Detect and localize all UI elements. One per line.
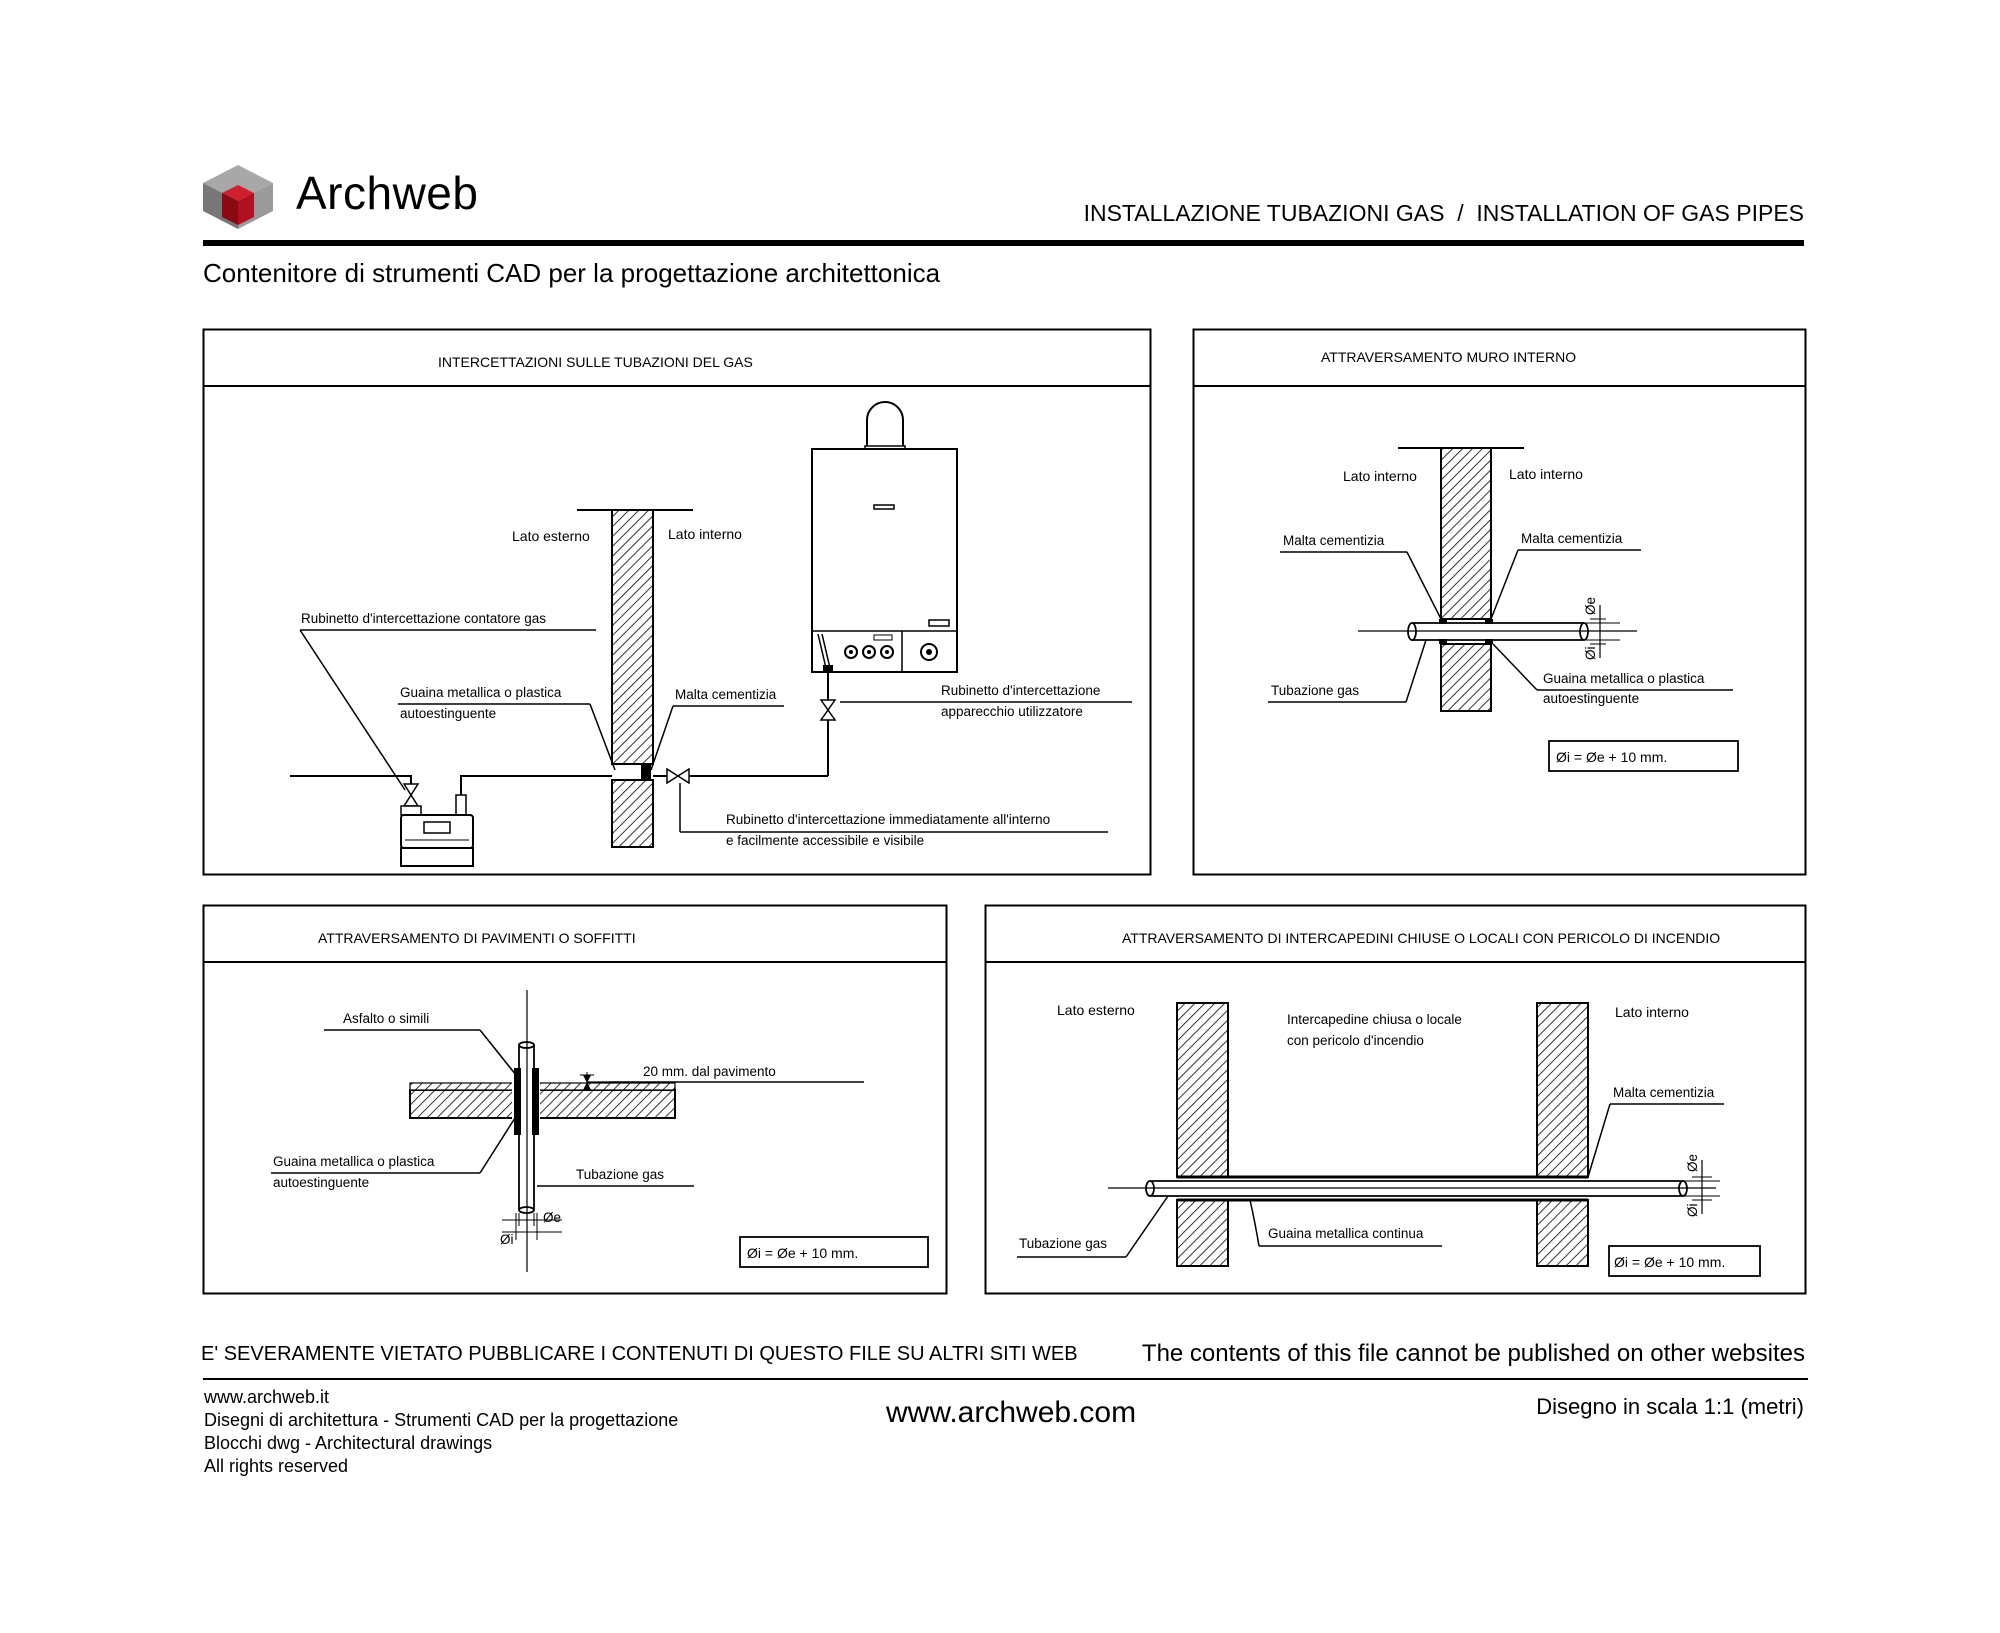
- label-guaina-1: Guaina metallica o plastica: [400, 685, 562, 700]
- dim-diameter-external: Øe: [543, 1210, 562, 1225]
- wall-boiler-icon: [812, 402, 957, 673]
- label-rubinetto-app-1: Rubinetto d'intercettazione: [941, 683, 1101, 698]
- panel-title: INTERCETTAZIONI SULLE TUBAZIONI DEL GAS: [438, 354, 753, 370]
- floor-slab: [410, 1090, 675, 1118]
- panel-intercettazioni: [203, 330, 1151, 875]
- brand-name[interactable]: Archweb: [296, 167, 479, 219]
- drawing-title: INSTALLAZIONE TUBAZIONI GAS / INSTALLATION OF GAS PIPES: [1083, 200, 1804, 226]
- panel-title: ATTRAVERSAMENTO DI PAVIMENTI O SOFFITTI: [318, 930, 636, 946]
- label-intercapedine-1: Intercapedine chiusa o locale: [1287, 1012, 1462, 1027]
- footer-line: All rights reserved: [204, 1456, 349, 1476]
- label-tubazione: Tubazione gas: [1271, 683, 1360, 698]
- footer-line: Blocchi dwg - Architectural drawings: [204, 1433, 493, 1453]
- label-lato-interno: Lato interno: [668, 526, 742, 542]
- label-malta-left: Malta cementizia: [1283, 533, 1385, 548]
- label-rubinetto-int-1: Rubinetto d'intercettazione immediatamente all'interno: [726, 812, 1051, 827]
- label-dal-pavimento: 20 mm. dal pavimento: [643, 1064, 776, 1079]
- label-malta: Malta cementizia: [675, 687, 777, 702]
- dim-diameter-internal: Øi: [1583, 646, 1598, 660]
- footer-credits: [204, 1386, 678, 1478]
- label-guaina-2: autoestinguente: [400, 706, 497, 721]
- label-lato-esterno: Lato esterno: [1057, 1002, 1135, 1018]
- footer-link-archweb-it[interactable]: www.archweb.it: [204, 1387, 330, 1407]
- label-rubinetto-app-2: apparecchio utilizzatore: [941, 704, 1083, 719]
- label-tubazione: Tubazione gas: [576, 1167, 665, 1182]
- panel-muro-interno: [1193, 330, 1806, 875]
- footer-line: Disegni di architettura - Strumenti CAD per la progettazione: [204, 1410, 679, 1430]
- formula-box: Øi = Øe + 10 mm.: [1614, 1254, 1726, 1270]
- warning-italian: E' SEVERAMENTE VIETATO PUBBLICARE I CONTENUTI DI QUESTO FILE SU ALTRI SITI WEB: [201, 1343, 1078, 1365]
- wall-section: [1537, 1003, 1588, 1177]
- panel-intercapedini: [985, 906, 1806, 1294]
- panel-title: ATTRAVERSAMENTO MURO INTERNO: [1321, 349, 1577, 365]
- dim-diameter-internal: Øi: [1685, 1203, 1700, 1217]
- valve-icon: [404, 784, 418, 806]
- label-guaina-1: Guaina metallica o plastica: [1543, 671, 1705, 686]
- formula-box: Øi = Øe + 10 mm.: [1556, 749, 1668, 765]
- scale-note: Disegno in scala 1:1 (metri): [1536, 1394, 1804, 1419]
- warning-english: The contents of this file cannot be published on other websites: [1141, 1340, 1805, 1367]
- label-asfalto: Asfalto o simili: [343, 1011, 430, 1026]
- label-tubazione: Tubazione gas: [1019, 1236, 1108, 1251]
- valve-icon: [821, 700, 835, 720]
- label-guaina: Guaina metallica continua: [1268, 1226, 1424, 1241]
- label-rubinetto-contatore: Rubinetto d'intercettazione contatore gas: [301, 611, 546, 626]
- label-malta-right: Malta cementizia: [1521, 531, 1623, 546]
- valve-icon: [667, 769, 689, 783]
- dim-diameter-internal: Øi: [500, 1232, 514, 1247]
- gas-meter-icon: [401, 795, 473, 866]
- panel-pavimenti: [203, 906, 947, 1294]
- tagline: Contenitore di strumenti CAD per la progettazione architettonica: [203, 258, 941, 288]
- dim-diameter-external: Øe: [1583, 596, 1598, 615]
- label-lato-esterno: Lato esterno: [512, 528, 590, 544]
- formula-box: Øi = Øe + 10 mm.: [747, 1245, 859, 1261]
- label-intercapedine-2: con pericolo d'incendio: [1287, 1033, 1424, 1048]
- footer-rule: [203, 1378, 1808, 1380]
- label-guaina-1: Guaina metallica o plastica: [273, 1154, 435, 1169]
- wall-section: [612, 510, 653, 764]
- label-lato-interno-right: Lato interno: [1509, 466, 1583, 482]
- label-malta: Malta cementizia: [1613, 1085, 1715, 1100]
- dim-diameter-external: Øe: [1685, 1153, 1700, 1172]
- label-rubinetto-int-2: e facilmente accessibile e visibile: [726, 833, 925, 848]
- panel-title: ATTRAVERSAMENTO DI INTERCAPEDINI CHIUSE O LOCALI CON PERICOLO DI INCENDIO: [1122, 930, 1721, 946]
- label-guaina-2: autoestinguente: [1543, 691, 1640, 706]
- wall-section: [1177, 1003, 1228, 1177]
- wall-section: [1441, 448, 1491, 619]
- label-guaina-2: autoestinguente: [273, 1175, 370, 1190]
- footer-link-archweb-com[interactable]: www.archweb.com: [886, 1396, 1137, 1429]
- label-lato-interno: Lato interno: [1615, 1004, 1689, 1020]
- label-lato-interno-left: Lato interno: [1343, 468, 1417, 484]
